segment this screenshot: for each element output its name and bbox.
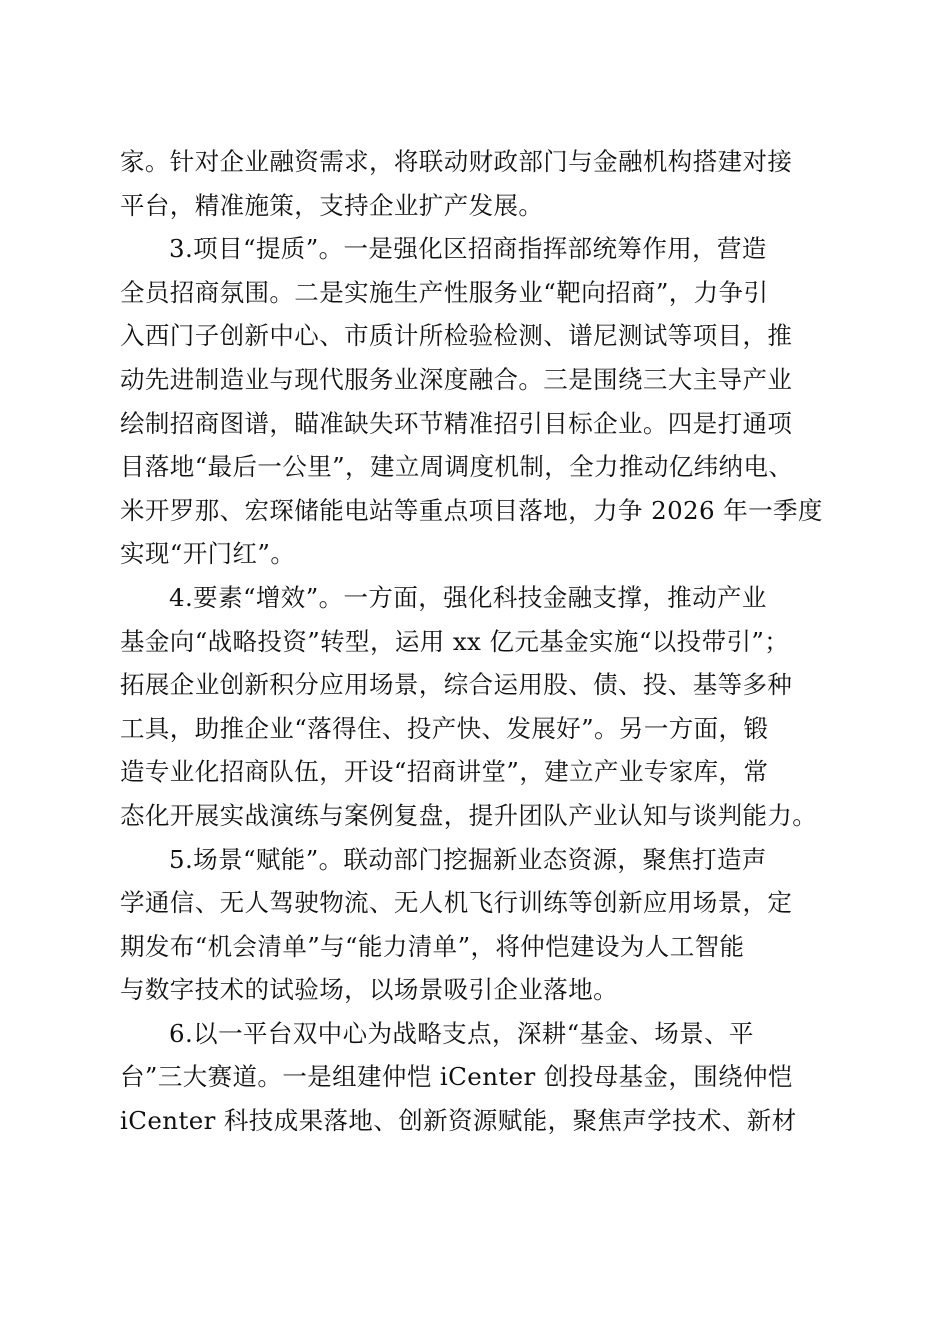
text-line: 实现“开门红”。 bbox=[120, 539, 296, 569]
text-line: 绘制招商图谱，瞄准缺失环节精准招引目标企业。四是打通项 bbox=[120, 408, 793, 438]
text-line: 台”三大赛道。一是组建仲恺 iCenter 创投母基金，围绕仲恺 bbox=[120, 1062, 793, 1092]
text-line: 工具，助推企业“落得住、投产快、发展好”。另一方面，锻 bbox=[120, 713, 769, 743]
text-line: 全员招商氛围。二是实施生产性服务业“靶向招商”，力争引 bbox=[120, 277, 769, 307]
text-line: iCenter 科技成果落地、创新资源赋能，聚焦声学技术、新材 bbox=[120, 1106, 797, 1136]
text-line: 家。针对企业融资需求，将联动财政部门与金融机构搭建对接 bbox=[120, 147, 793, 176]
text-line: 学通信、无人驾驶物流、无人机飞行训练等创新应用场景，定 bbox=[120, 888, 793, 918]
text-line: 5.场景“赋能”。联动部门挖掘新业态资源，聚焦打造声 bbox=[169, 844, 767, 874]
text-line: 态化开展实战演练与案例复盘，提升团队产业认知与谈判能力。 bbox=[120, 800, 818, 830]
text-line: 米开罗那、宏琛储能电站等重点项目落地，力争 2026 年一季度 bbox=[120, 495, 823, 525]
text-line: 期发布“机会清单”与“能力清单”，将仲恺建设为人工智能 bbox=[120, 931, 745, 961]
text-line: 拓展企业创新积分应用场景，综合运用股、债、投、基等多种 bbox=[120, 670, 793, 700]
text-line: 基金向“战略投资”转型，运用 xx 亿元基金实施“以投带引”； bbox=[120, 626, 790, 656]
text-line: 4.要素“增效”。一方面，强化科技金融支撑，推动产业 bbox=[169, 582, 767, 612]
text-line: 与数字技术的试验场，以场景吸引企业落地。 bbox=[120, 975, 618, 1005]
text-line: 目落地“最后一公里”，建立周调度机制，全力推动亿纬纳电、 bbox=[120, 452, 794, 482]
text-line: 6.以一平台双中心为战略支点，深耕“基金、场景、平 bbox=[169, 1018, 754, 1048]
text-line: 动先进制造业与现代服务业深度融合。三是围绕三大主导产业 bbox=[120, 364, 793, 394]
text-line: 入西门子创新中心、市质计所检验检测、谱尼测试等项目，推 bbox=[120, 321, 793, 351]
text-line: 3.项目“提质”。一是强化区招商指挥部统筹作用，营造 bbox=[169, 234, 767, 264]
text-line: 平台，精准施策，支持企业扩产发展。 bbox=[120, 190, 544, 220]
document-body bbox=[120, 140, 830, 1143]
text-line: 造专业化招商队伍，开设“招商讲堂”，建立产业专家库，常 bbox=[120, 757, 769, 787]
